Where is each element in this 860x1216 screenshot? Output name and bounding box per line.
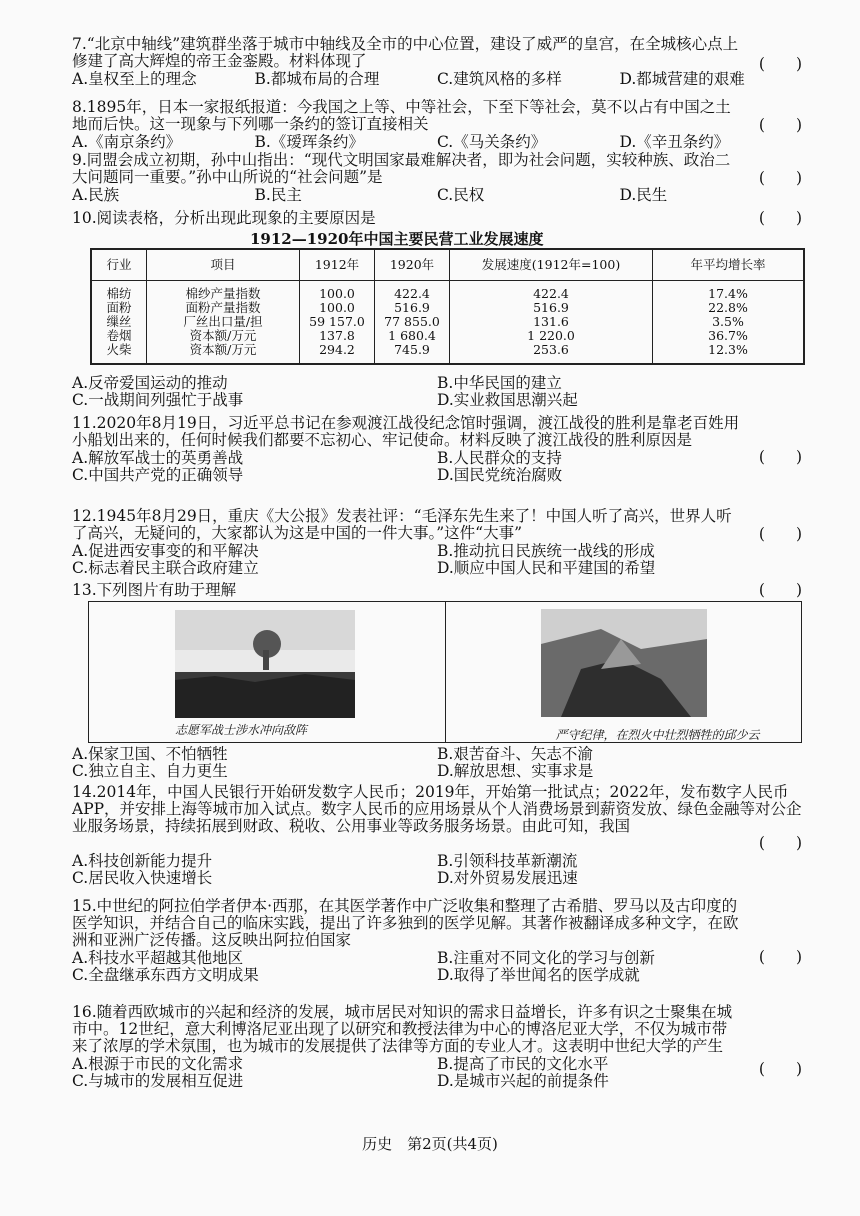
question-stem: 14.2014年，中国人民银行开始研发数字人民币；2019年，开始第一批试点；2022年，发布数字人民币APP，并安排上海等城市加入试点。数字人民币的应用场景从个人消费场景到薪资发放、绿色金融等对公企业服务场景，持续拓展到财政、税收、公用事业等政务服务场景。由此可知，我国	[72, 783, 802, 835]
table-row	[91, 315, 804, 329]
option-a: A.解放军战士的英勇善战	[72, 449, 244, 467]
table-cell: 12.3%	[653, 343, 805, 364]
table-cell: 100.0	[300, 281, 375, 302]
table-row	[91, 343, 804, 364]
option-a: A.民族	[72, 186, 120, 204]
col-header: 发展速度(1912年=100)	[450, 249, 653, 281]
table-cell: 17.4%	[653, 281, 805, 302]
table-header-row	[91, 249, 804, 281]
col-header: 1920年	[375, 249, 450, 281]
table-cell: 1 220.0	[450, 329, 653, 343]
option-c: C.全盘继承东西方文明成果	[72, 966, 259, 984]
table-cell: 3.5%	[653, 315, 805, 329]
option-c: C.民权	[437, 186, 485, 204]
question-14	[72, 784, 802, 887]
option-a: A.保家卫国、不怕牺牲	[72, 745, 228, 763]
option-b: B.《瑷珲条约》	[254, 133, 364, 151]
page-footer: 历史 第2页(共4页)	[362, 1135, 498, 1153]
option-b: B.都城布局的合理	[254, 70, 380, 88]
option-c: C.与城市的发展相互促进	[72, 1072, 244, 1090]
table-cell: 59 157.0	[300, 315, 375, 329]
answer-paren: ( )	[758, 834, 802, 852]
options	[72, 1056, 802, 1090]
table-cell: 面粉	[91, 301, 147, 315]
option-d: D.都城营建的艰难	[619, 70, 745, 88]
col-header: 行业	[91, 249, 147, 281]
photo-cell-right	[446, 602, 802, 742]
option-a: A.根源于市民的文化需求	[72, 1055, 244, 1073]
option-d: D.解放思想、实事求是	[437, 762, 594, 780]
question-10	[72, 210, 802, 227]
question-12	[72, 508, 802, 577]
option-c: C.建筑风格的多样	[437, 70, 562, 88]
options	[72, 853, 802, 887]
option-b: B.推动抗日民族统一战线的形成	[437, 542, 655, 560]
question-15	[72, 898, 802, 984]
option-a: A.促进西安事变的和平解决	[72, 542, 259, 560]
option-d: D.民生	[619, 186, 668, 204]
table-row	[91, 301, 804, 315]
table-cell: 资本额/万元	[147, 343, 300, 364]
table-cell: 516.9	[450, 301, 653, 315]
question-7	[72, 36, 802, 88]
question-13	[72, 582, 802, 599]
question-stem: 10.阅读表格，分析出现此现象的主要原因是	[72, 209, 376, 227]
table-cell: 137.8	[300, 329, 375, 343]
photo-cell-left	[89, 602, 446, 742]
question-8	[72, 99, 802, 151]
table-cell: 294.2	[300, 343, 375, 364]
question-9	[72, 152, 802, 204]
options	[72, 134, 802, 151]
col-header: 1912年	[300, 249, 375, 281]
option-a: A.反帝爱国运动的推动	[72, 374, 228, 392]
question-stem: 11.2020年8月19日，习近平总书记在参观渡江战役纪念馆时强调，渡江战役的胜利是靠老百姓用小船划出来的，任何时候我们都要不忘初心、牢记使命。材料反映了渡江战役的胜利原因是	[72, 414, 740, 449]
question-stem: 12.1945年8月29日，重庆《大公报》发表社评：“毛泽东先生来了！中国人听了高兴，世界人听了高兴，无疑问的，大家都认为这是中国的一件大事。”这件“大事”	[72, 507, 732, 542]
options	[72, 746, 802, 780]
answer-paren: ( )	[758, 948, 802, 966]
answer-paren: ( )	[758, 448, 802, 466]
table-cell: 1 680.4	[375, 329, 450, 343]
option-d: D.《辛丑条约》	[619, 133, 730, 151]
table-cell: 棉纺	[91, 281, 147, 302]
table-cell: 36.7%	[653, 329, 805, 343]
option-a: A.皇权至上的理念	[72, 70, 197, 88]
table-cell: 22.8%	[653, 301, 805, 315]
table-cell: 卷烟	[91, 329, 147, 343]
options	[72, 187, 802, 204]
table-title: 1912—1920年中国主要民营工业发展速度	[250, 230, 544, 248]
table-cell: 131.6	[450, 315, 653, 329]
col-header: 年平均增长率	[653, 249, 805, 281]
options	[72, 450, 802, 484]
table-cell: 745.9	[375, 343, 450, 364]
answer-paren: ( )	[758, 1060, 802, 1078]
table-cell: 厂丝出口量/担	[147, 315, 300, 329]
option-c: C.一战期间列强忙于战事	[72, 391, 244, 409]
question-11	[72, 415, 802, 484]
table-cell: 缫丝	[91, 315, 147, 329]
table-cell: 火柴	[91, 343, 147, 364]
table-cell: 253.6	[450, 343, 653, 364]
option-a: A.科技创新能力提升	[72, 852, 213, 870]
question-stem: 13.下列图片有助于理解	[72, 581, 237, 599]
option-c: C.《马关条约》	[437, 133, 547, 151]
table-row	[91, 281, 804, 302]
option-b: B.人民群众的支持	[437, 449, 562, 467]
option-b: B.提高了市民的文化水平	[437, 1055, 609, 1073]
photo-panel	[88, 601, 802, 743]
option-d: D.顺应中国人民和平建国的希望	[437, 559, 656, 577]
table-cell: 422.4	[375, 281, 450, 302]
question-stem: 9.同盟会成立初期，孙中山指出：“现代文明国家最难解决者，即为社会问题，实较种族、政治二大问题同一重要。”孙中山所说的“社会问题”是	[72, 151, 731, 186]
answer-paren: ( )	[758, 116, 802, 134]
options	[72, 543, 802, 577]
photo-caption: 严守纪律，在烈火中壮烈牺牲的邱少云	[555, 728, 760, 742]
option-b: B.注重对不同文化的学习与创新	[437, 949, 655, 967]
question-16	[72, 1004, 802, 1090]
answer-paren: ( )	[758, 55, 802, 73]
option-d: D.实业救国思潮兴起	[437, 391, 578, 409]
option-b: B.民主	[254, 186, 302, 204]
option-b: B.艰苦奋斗、矢志不渝	[437, 745, 593, 763]
option-c: C.独立自主、自力更生	[72, 762, 228, 780]
photo-caption: 志愿军战士涉水冲向敌阵	[175, 723, 308, 737]
table-row	[91, 329, 804, 343]
option-d: D.对外贸易发展迅速	[437, 869, 578, 887]
qiu-shaoyun-photo	[541, 609, 707, 717]
option-c: C.中国共产党的正确领导	[72, 466, 244, 484]
question-stem: 7.“北京中轴线”建筑群坐落于城市中轴线及全市的中心位置，建设了威严的皇宫，在全城核心点上修建了高大辉煌的帝王金銮殿。材料体现了	[72, 35, 739, 70]
question-stem: 16.随着西欧城市的兴起和经济的发展，城市居民对知识的需求日益增长，许多有识之士聚集在城市中。12世纪，意大利博洛尼亚出现了以研究和教授法律为中心的博洛尼亚大学，不仅为城市带来了浓厚的学术氛围，也为城市的发展提供了法律等方面的专业人才。这表明中世纪大学的产生	[72, 1003, 733, 1055]
option-a: A.《南京条约》	[72, 133, 182, 151]
col-header: 项目	[147, 249, 300, 281]
table-cell: 面粉产量指数	[147, 301, 300, 315]
answer-paren: ( )	[758, 209, 802, 227]
answer-paren: ( )	[758, 525, 802, 543]
options	[72, 375, 802, 409]
option-a: A.科技水平超越其他地区	[72, 949, 244, 967]
answer-paren: ( )	[758, 169, 802, 187]
option-b: B.引领科技革新潮流	[437, 852, 578, 870]
volunteer-soldiers-photo	[175, 610, 355, 718]
question-13-options	[72, 745, 802, 780]
table-cell: 422.4	[450, 281, 653, 302]
options	[72, 950, 802, 984]
option-b: B.中华民国的建立	[437, 374, 562, 392]
industry-table	[90, 248, 805, 365]
question-stem: 15.中世纪的阿拉伯学者伊本·西那，在其医学著作中广泛收集和整理了古希腊、罗马以及古印度的医学知识，并结合自己的临床实践，提出了许多独到的医学见解。其著作被翻译成多种文字，在欧洲和亚洲广泛传播。这反映出阿拉伯国家	[72, 897, 739, 949]
option-d: D.取得了举世闻名的医学成就	[437, 966, 640, 984]
options	[72, 71, 802, 88]
table-cell: 516.9	[375, 301, 450, 315]
table-cell: 资本额/万元	[147, 329, 300, 343]
option-c: C.标志着民主联合政府建立	[72, 559, 259, 577]
table-cell: 100.0	[300, 301, 375, 315]
question-stem: 8.1895年，日本一家报纸报道：今我国之上等、中等社会，下至下等社会，莫不以占有中国之土地而后快。这一现象与下列哪一条约的签订直接相关	[72, 98, 731, 133]
table-cell: 棉纱产量指数	[147, 281, 300, 302]
option-c: C.居民收入快速增长	[72, 869, 213, 887]
option-d: D.国民党统治腐败	[437, 466, 563, 484]
answer-paren: ( )	[758, 581, 802, 599]
table-cell: 77 855.0	[375, 315, 450, 329]
question-10-options	[72, 374, 802, 409]
option-d: D.是城市兴起的前提条件	[437, 1072, 609, 1090]
